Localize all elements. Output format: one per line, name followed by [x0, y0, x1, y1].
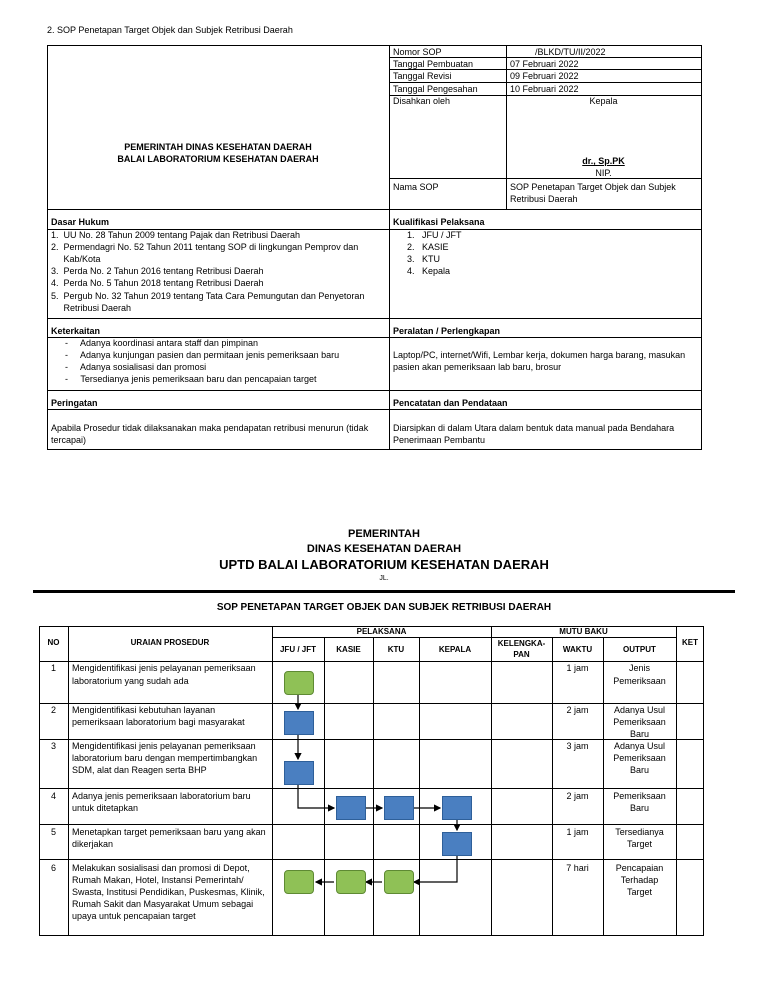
dasar-hukum-item: 5. Pergub No. 32 Tahun 2019 tentang Tata Cara Pemungutan dan Penyetoran	[51, 291, 365, 301]
keterkaitan-item: - Adanya sosialisasi dan promosi	[65, 362, 207, 372]
uraian-line: Swasta, Institusi Pendidikan, Puskesmas, Klinik,	[72, 887, 265, 897]
header-no: NO	[47, 638, 60, 647]
arrow-5-6	[414, 856, 457, 882]
uraian-line: laboratorium yang sudah ada	[72, 676, 189, 686]
header-kepala: KEPALA	[438, 645, 472, 654]
flow-process-box	[442, 832, 472, 856]
flow-start-box	[284, 671, 314, 695]
org-name-line2: BALAI LABORATORIUM KESEHATAN DAERAH	[117, 154, 319, 164]
peralatan-line1: Laptop/PC, internet/Wifi, Lembar kerja, dokumen harga barang, masukan	[393, 350, 686, 360]
flow-process-box	[336, 796, 366, 820]
flow-title: SOP PENETAPAN TARGET OBJEK DAN SUBJEK RETRIBUSI DAERAH	[216, 602, 552, 613]
output-line: Baru	[629, 803, 649, 813]
letterhead-rule	[33, 590, 735, 593]
uraian-line: laboratorium baru dengan mempertimbangkan	[72, 753, 258, 763]
output-line: Pencapaian	[615, 863, 664, 873]
row-waktu: 1 jam	[566, 827, 589, 837]
meta-value-pembuatan: 07 Februari 2022	[510, 59, 579, 69]
row-waktu: 2 jam	[566, 705, 589, 715]
output-line: Terhadap	[620, 875, 659, 885]
keterkaitan-title: Keterkaitan	[51, 326, 101, 336]
uraian-line: Melakukan sosialisasi dan promosi di Depot,	[72, 863, 250, 873]
meta-label-pembuatan: Tanggal Pembuatan	[393, 59, 474, 69]
uraian-line: SDM, alat dan Reagen serta BHP	[72, 765, 207, 775]
pencatatan-title: Pencatatan dan Pendataan	[393, 398, 508, 408]
output-line: Target	[626, 839, 652, 849]
uraian-line: dikerjakan	[72, 839, 114, 849]
dasar-hukum-item: 1. UU No. 28 Tahun 2009 tentang Pajak dan Retribusi Daerah	[51, 230, 300, 240]
meta-label-pengesahan: Tanggal Pengesahan	[393, 84, 478, 94]
uraian-line: upaya untuk pencapaian target	[72, 911, 196, 921]
flow-terminal-box	[384, 870, 414, 894]
header-kelengkapan-2: PAN	[513, 650, 530, 659]
flow-terminal-box	[336, 870, 366, 894]
letterhead-line3: UPTD BALAI LABORATORIUM KESEHATAN DAERAH	[219, 557, 549, 572]
kualifikasi-item: 1. JFU / JFT	[407, 230, 462, 240]
peringatan-line2: tercapai)	[51, 435, 87, 445]
row-waktu: 7 hari	[566, 863, 589, 873]
dasar-hukum-item: 2. Permendagri No. 52 Tahun 2011 tentang SOP di lingkungan Pemprov dan	[51, 242, 359, 252]
row-no: 3	[50, 741, 56, 751]
row-no: 1	[50, 663, 56, 673]
dasar-hukum-item: 3. Perda No. 2 Tahun 2016 tentang Retribusi Daerah	[51, 266, 264, 276]
keterkaitan-item: - Tersedianya jenis pemeriksaan baru dan pencapaian target	[65, 374, 317, 384]
meta-value-pengesahan: 10 Februari 2022	[510, 84, 579, 94]
row-waktu: 2 jam	[566, 791, 589, 801]
flow-terminal-box	[284, 870, 314, 894]
header-ket: KET	[682, 638, 698, 647]
row-waktu: 3 jam	[566, 741, 589, 751]
output-line: Pemeriksaan	[613, 676, 666, 686]
uraian-line: Menetapkan target pemeriksaan baru yang akan	[72, 827, 266, 837]
flow-process-box	[284, 761, 314, 785]
document-heading: 2. SOP Penetapan Target Objek dan Subjek Retribusi Daerah	[47, 25, 293, 35]
kualifikasi-title: Kualifikasi Pelaksana	[393, 217, 485, 227]
peringatan-line1: Apabila Prosedur tidak dilaksanakan maka pendapatan retribusi menurun (tidak	[51, 423, 369, 433]
letterhead-line2: DINAS KESEHATAN DAERAH	[306, 543, 462, 555]
meta-label-nomor: Nomor SOP	[393, 47, 442, 57]
output-line: Pemeriksaan	[613, 791, 666, 801]
kualifikasi-item: 4. Kepala	[407, 266, 451, 276]
keterkaitan-item: - Adanya koordinasi antara staff dan pimpinan	[65, 338, 258, 348]
meta-label-disahkan: Disahkan oleh	[393, 96, 451, 106]
output-line: Target	[626, 887, 652, 897]
uraian-line: Mengidentifikasi jenis pelayanan pemeriksaan	[72, 663, 256, 673]
uraian-line: Rumah Makan, Hotel, Instansi Pemerintah/	[72, 875, 244, 885]
output-line: Baru	[629, 729, 649, 739]
uraian-line: Adanya jenis pemeriksaan laboratorium baru	[72, 791, 251, 801]
dasar-hukum-title: Dasar Hukum	[51, 217, 110, 227]
meta-value-disahkan: Kepala	[589, 96, 618, 106]
peralatan-title: Peralatan / Perlengkapan	[393, 326, 501, 336]
org-name-line1: PEMERINTAH DINAS KESEHATAN DAERAH	[124, 142, 312, 152]
uraian-line: untuk ditetapkan	[72, 803, 139, 813]
flowchart-table	[39, 626, 704, 936]
row-waktu: 1 jam	[566, 663, 589, 673]
row-no: 4	[50, 791, 56, 801]
row-no: 2	[50, 705, 56, 715]
signer-nip: NIP.	[595, 168, 612, 178]
meta-value-nomor: /BLKD/TU/II/2022	[535, 47, 606, 57]
header-ktu: KTU	[387, 645, 405, 654]
signer-name: dr., Sp.PK	[582, 156, 625, 166]
row-no: 5	[50, 827, 56, 837]
peringatan-title: Peringatan	[51, 398, 98, 408]
output-line: Adanya Usul	[613, 705, 666, 715]
dasar-hukum-item: Retribusi Daerah	[51, 303, 132, 313]
keterkaitan-item: - Adanya kunjungan pasien dan permitaan jenis pemeriksaan baru	[65, 350, 340, 360]
header-uraian: URAIAN PROSEDUR	[130, 638, 210, 647]
flow-process-box	[384, 796, 414, 820]
output-line: Adanya Usul	[613, 741, 666, 751]
header-waktu: WAKTU	[562, 645, 593, 654]
pencatatan-line2: Penerimaan Pembantu	[393, 435, 486, 445]
flow-process-box	[284, 711, 314, 735]
header-mutu-baku: MUTU BAKU	[559, 627, 608, 636]
dasar-hukum-item: Kab/Kota	[51, 254, 101, 264]
header-kasie: KASIE	[336, 645, 361, 654]
output-line: Pemeriksaan	[613, 753, 666, 763]
uraian-line: pemeriksaan laboratorium bagi masyarakat	[72, 717, 245, 727]
header-pelaksana: PELAKSANA	[356, 627, 407, 636]
kualifikasi-item: 2. KASIE	[407, 242, 449, 252]
meta-label-revisi: Tanggal Revisi	[393, 71, 452, 81]
letterhead-address: JL.	[379, 575, 389, 582]
header-output: OUTPUT	[623, 645, 656, 654]
output-line: Tersedianya	[615, 827, 664, 837]
output-line: Baru	[629, 765, 649, 775]
output-line: Pemeriksaan	[613, 717, 666, 727]
flow-process-box	[442, 796, 472, 820]
uraian-line: Mengidentifikasi kebutuhan layanan	[72, 705, 216, 715]
uraian-line: Mengidentifikasi jenis pelayanan pemeriksaan	[72, 741, 256, 751]
flow-connectors	[39, 626, 704, 936]
output-line: Jenis	[628, 663, 650, 673]
pencatatan-line1: Diarsipkan di dalam Utara dalam bentuk data manual pada Bendahara	[393, 423, 675, 433]
kualifikasi-item: 3. KTU	[407, 254, 441, 264]
header-kelengkapan-1: KELENGKA-	[497, 639, 546, 648]
sop-identity-table	[47, 45, 702, 450]
sop-name-value-line2: Retribusi Daerah	[510, 194, 578, 204]
sop-name-value-line1: SOP Penetapan Target Objek dan Subjek	[510, 182, 676, 192]
letterhead-line1: PEMERINTAH	[348, 528, 420, 540]
dasar-hukum-item: 4. Perda No. 5 Tahun 2018 tentang Retribusi Daerah	[51, 278, 264, 288]
peralatan-line2: pasien akan pemeriksaan lab baru, brosur	[393, 362, 562, 372]
header-jfu: JFU / JFT	[279, 645, 316, 654]
sop-name-label: Nama SOP	[393, 182, 439, 192]
row-no: 6	[50, 863, 56, 873]
meta-value-revisi: 09 Februari 2022	[510, 71, 579, 81]
arrow-3-4	[298, 785, 334, 808]
uraian-line: Rumah Sakit dan Masyarakat Umum sebagai	[72, 899, 254, 909]
